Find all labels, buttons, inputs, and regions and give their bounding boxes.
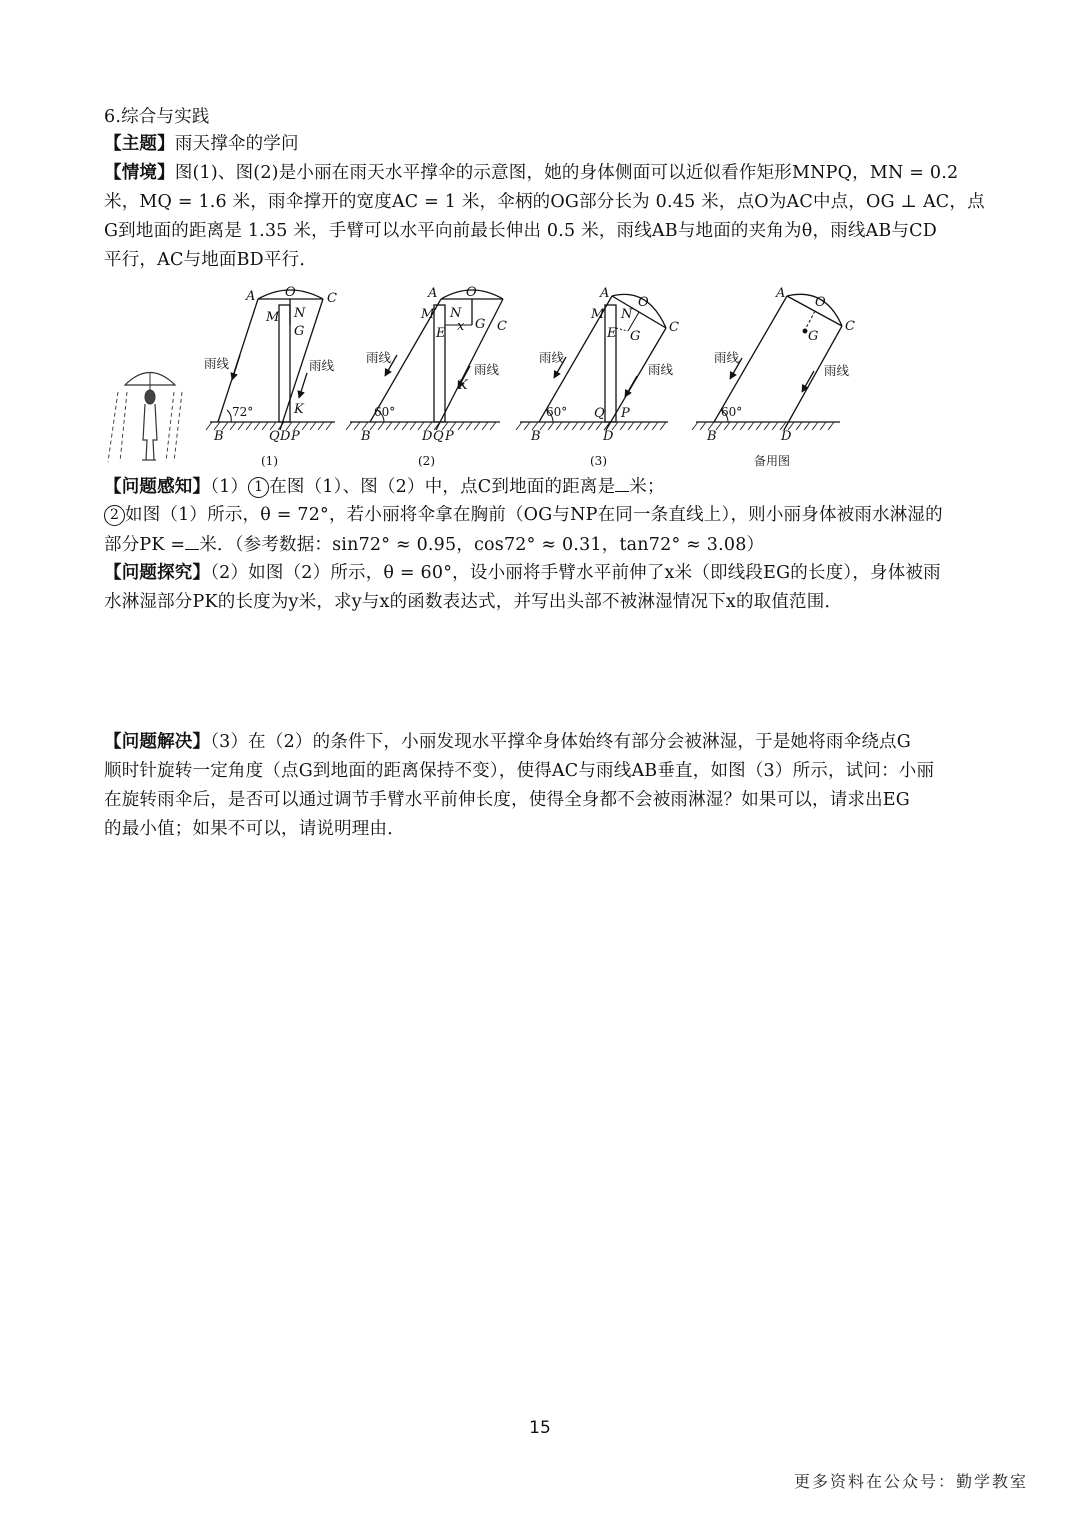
label-C: C — [497, 319, 507, 334]
rain-label: 雨线 — [824, 363, 850, 378]
rain-label: 雨线 — [309, 358, 335, 373]
situation-line-2: 米，MQ = 1.6 米，雨伞撑开的宽度AC = 1 米，伞柄的OG部分长为 0.45 米，点O为AC中点，OG ⊥ AC，点 — [104, 192, 985, 212]
label-C: C — [327, 291, 337, 306]
label-A: A — [428, 286, 438, 301]
answer-blank-1[interactable] — [615, 473, 629, 492]
rain-label: 雨线 — [366, 350, 392, 365]
figure-spare-labels — [706, 286, 855, 468]
label-Q: Q — [269, 429, 280, 444]
label-G: G — [630, 329, 641, 344]
label-B: B — [531, 429, 541, 444]
explore-line-1 — [104, 560, 984, 586]
explore-tag: 【问题探究】 — [104, 563, 211, 583]
solve-line-1 — [104, 729, 984, 755]
explore-text-1: （2）如图（2）所示，θ = 60°，设小丽将手臂水平前伸了x米（即线段EG的长度），身体被雨 — [210, 563, 941, 583]
rain-label: 雨线 — [714, 350, 740, 365]
label-G: G — [475, 317, 486, 332]
angle-label: 60° — [374, 405, 396, 419]
label-N: N — [621, 307, 633, 322]
label-K: K — [458, 378, 468, 393]
label-A: A — [600, 286, 610, 301]
situation-line-4: 平行，AC与地面BD平行． — [104, 250, 318, 270]
angle-label: 72° — [232, 405, 254, 419]
solve-text-1: （3）在（2）的条件下，小丽发现水平撑伞身体始终有部分会被淋湿，于是她将雨伞绕点G — [210, 732, 911, 752]
explore-line-2: 水淋湿部分PK的长度为y米，求y与x的函数表达式，并写出头部不被淋湿情况下x的取值范围． — [104, 592, 843, 612]
label-D: D — [422, 429, 433, 444]
problem-number: 6.综合与实践 — [104, 107, 210, 127]
label-B: B — [214, 429, 224, 444]
label-P: P — [621, 406, 630, 421]
perception-text-2: 如图（1）所示，θ = 72°，若小丽将伞拿在胸前（OG与NP在同一条直线上），则小丽身体被雨水淋湿的 — [125, 505, 943, 525]
label-O: O — [285, 285, 296, 300]
perception-tag: 【问题感知】 — [104, 477, 211, 497]
perception-text-3a: 部分PK = — [104, 535, 186, 555]
page-number: 15 — [529, 1418, 551, 1438]
footer-note: 更多资料在公众号：勤学教室 — [793, 1472, 1028, 1491]
situation-tag: 【情境】 — [104, 163, 175, 183]
label-G: G — [808, 329, 819, 344]
angle-label: 60° — [721, 405, 743, 419]
answer-blank-2[interactable] — [185, 531, 199, 550]
circle-number-2: 2 — [104, 505, 125, 526]
label-N: N — [294, 306, 306, 321]
umbrella-girl-illustration — [108, 372, 182, 462]
label-C: C — [845, 319, 855, 334]
label-N: N — [450, 306, 462, 321]
situation-text-1: 图(1)、图(2)是小丽在雨天水平撑伞的示意图，她的身体侧面可以近似看作矩形MNPQ，MN = 0.2 — [174, 163, 959, 183]
label-D: D — [603, 429, 614, 444]
label-O: O — [638, 295, 649, 310]
perception-line-3 — [104, 531, 984, 558]
label-C: C — [669, 320, 679, 335]
solve-line-2: 顺时针旋转一定角度（点G到地面的距离保持不变），使得AC与雨线AB垂直，如图（3）所示，试问：小丽 — [104, 761, 935, 781]
label-M: M — [591, 307, 605, 322]
theme-tag: 【主题】 — [104, 134, 175, 154]
figure-caption: 备用图 — [754, 454, 791, 468]
figure-caption: (1) — [261, 454, 278, 468]
label-O: O — [466, 285, 477, 300]
circle-number-1: 1 — [248, 477, 269, 498]
perception-unit-1: 米； — [629, 477, 665, 497]
perception-line-2 — [104, 502, 984, 528]
solve-tag: 【问题解决】 — [104, 732, 211, 752]
situation-line-3: G到地面的距离是 1.35 米，手臂可以水平向前最长伸出 0.5 米，雨线AB与地面的夹角为θ，雨线AB与CD — [104, 221, 937, 241]
solve-line-4: 的最小值；如果不可以，请说明理由． — [104, 819, 405, 839]
label-Q: Q — [594, 406, 605, 421]
figures-strip — [100, 280, 900, 475]
perception-part-number: （1） — [210, 477, 249, 497]
label-A: A — [776, 286, 786, 301]
rain-label: 雨线 — [204, 356, 230, 371]
label-E: E — [436, 326, 446, 341]
figure-caption: (3) — [590, 454, 607, 468]
label-E: E — [607, 326, 617, 341]
perception-line-1 — [104, 473, 984, 500]
label-A: A — [246, 289, 256, 304]
label-O: O — [815, 295, 826, 310]
label-M: M — [266, 310, 280, 325]
figure-1-labels — [204, 285, 337, 468]
label-D: D — [781, 429, 792, 444]
angle-label: 60° — [546, 405, 568, 419]
perception-text-1: 在图（1）、图（2）中，点C到地面的距离是 — [269, 477, 616, 497]
rain-label: 雨线 — [474, 362, 500, 377]
figure-caption: (2) — [418, 454, 435, 468]
label-x: x — [457, 319, 465, 334]
solve-line-3: 在旋转雨伞后，是否可以通过调节手臂水平前伸长度，使得全身都不会被雨淋湿？如果可以，请求出EG — [104, 790, 910, 810]
theme-line — [104, 131, 984, 157]
situation-line-1 — [104, 160, 984, 186]
label-K: K — [294, 402, 304, 417]
label-D: D — [280, 429, 291, 444]
label-M: M — [421, 307, 435, 322]
label-P: P — [445, 429, 454, 444]
label-G: G — [294, 324, 305, 339]
rain-label: 雨线 — [539, 350, 565, 365]
label-B: B — [707, 429, 717, 444]
label-B: B — [361, 429, 371, 444]
perception-text-3b: 米．（参考数据：sin72° ≈ 0.95，cos72° ≈ 0.31，tan72° ≈ 3.08） — [199, 535, 765, 555]
rain-label: 雨线 — [648, 362, 674, 377]
label-P: P — [291, 429, 300, 444]
label-Q: Q — [433, 429, 444, 444]
theme-text: 雨天撑伞的学问 — [174, 134, 299, 154]
